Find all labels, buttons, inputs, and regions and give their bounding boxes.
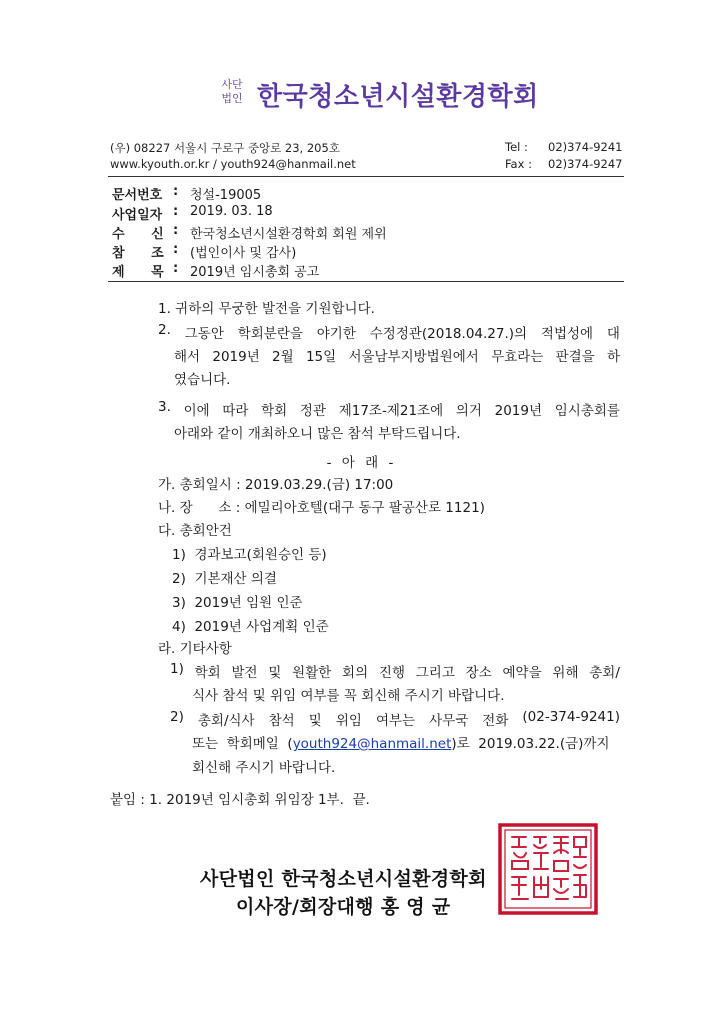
word: 적법성에 — [540, 326, 594, 342]
doc-no-label: 문서번호 — [112, 188, 163, 203]
agenda-item-4: 4) 2019년 사업계획 인준 — [172, 619, 329, 635]
fax-value: 02)374-9247 — [548, 157, 623, 171]
word: 위해 — [552, 665, 579, 681]
word: 그동안 — [184, 326, 224, 342]
paragraph-3-line-1 — [158, 399, 620, 419]
word: 참석 — [268, 713, 295, 729]
reference: (법인이사 및 감사) — [190, 246, 297, 261]
tel-label: Tel : — [505, 140, 528, 154]
word: 해서 — [174, 349, 201, 365]
word: 원활한 — [292, 665, 332, 681]
attachment-note: 붙임 : 1. 2019년 임시총회 위임장 1부. 끝. — [110, 792, 370, 808]
signature-org: 사단법인 한국청소년시설환경학회 — [200, 868, 487, 890]
corp-type-line2: 법인 — [221, 92, 243, 105]
org-title: 한국청소년시설환경학회 — [257, 82, 539, 112]
word: 총회/식사 — [197, 713, 255, 729]
ra-2-line-1 — [170, 709, 620, 729]
header-rule — [108, 176, 624, 177]
corp-type-label — [219, 78, 245, 106]
agenda-item-3: 3) 2019년 임원 인준 — [172, 595, 303, 611]
word: 2월 — [272, 349, 294, 365]
word: 그리고 — [415, 665, 455, 681]
agenda-item-2: 2) 기본재산 의결 — [172, 571, 277, 587]
word: 총회/ — [589, 665, 620, 681]
word: 사무국 — [429, 713, 469, 729]
ra-1-line-2: 식사 참석 및 위임 여부를 꼭 회신해 주시기 바랍니다. — [192, 688, 505, 704]
word: 및 — [308, 713, 322, 729]
official-seal-icon — [498, 823, 598, 915]
word: 정관 — [299, 403, 327, 419]
paragraph-2-line-1 — [158, 322, 620, 342]
word: 학회 — [261, 403, 288, 419]
corp-type-line1: 사단 — [221, 78, 243, 91]
word: 회의 — [342, 665, 369, 681]
word: 제17조-제21조에 — [338, 403, 444, 419]
word: 및 — [268, 665, 282, 681]
recipient-label: 수 신 — [112, 227, 164, 242]
word: 위임 — [335, 713, 362, 729]
word: 진행 — [378, 665, 405, 681]
word: 여부는 — [375, 713, 416, 729]
doc-no-colon: : — [173, 184, 179, 199]
web-email: www.kyouth.or.kr / youth924@hanmail.net — [110, 157, 356, 171]
item-ra: 라. 기타사항 — [158, 641, 232, 657]
item-ga: 가. 총회일시 : 2019.03.29.(금) 17:00 — [158, 477, 394, 493]
word: 장소 — [465, 665, 492, 681]
word: 무효라는 — [491, 349, 544, 365]
word: 3. — [158, 399, 171, 415]
below-heading: - 아 래 - — [326, 455, 394, 471]
recipient: 한국청소년시설환경학회 회원 제위 — [190, 227, 387, 242]
paragraph-1: 1. 귀하의 무궁한 발전을 기원합니다. — [158, 301, 375, 317]
email-link[interactable]: youth924@hanmail.net — [292, 736, 452, 752]
tel-value: 02)374-9241 — [548, 140, 623, 154]
word: 따라 — [222, 403, 249, 419]
word: 발전 — [231, 665, 258, 681]
doc-date: 2019. 03. 18 — [190, 204, 273, 219]
word: 서울남부지방법원에서 — [348, 349, 479, 365]
word: 임시총회를 — [554, 403, 620, 419]
word: 15일 — [305, 349, 337, 365]
meta-rule — [108, 281, 624, 282]
item-da: 다. 총회안건 — [158, 523, 232, 539]
paragraph-2-line-3: 였습니다. — [174, 372, 231, 388]
subject: 2019년 임시총회 공고 — [190, 265, 320, 280]
word: 의거 — [455, 403, 482, 419]
word: 판결을 — [555, 349, 595, 365]
word: (02-374-9241) — [522, 709, 620, 725]
word: 2) — [170, 709, 184, 725]
word: 전화 — [482, 713, 509, 729]
word: 수정정관(2018.04.27.)의 — [369, 326, 528, 342]
word: 이에 — [183, 403, 210, 419]
address: (우) 08227 서울시 구로구 중앙로 23, 205호 — [110, 141, 340, 155]
item-na: 나. 장 소 : 에밀리아호텔(대구 동구 팔공산로 1121) — [158, 500, 485, 516]
paragraph-3-line-2: 아래와 같이 개최하오니 많은 참석 부탁드립니다. — [174, 426, 461, 442]
paragraph-2-line-2 — [174, 345, 620, 365]
ra-1-line-1 — [170, 661, 620, 681]
word: 1) — [170, 661, 184, 677]
recipient-colon: : — [173, 223, 179, 238]
word: 하 — [606, 349, 620, 365]
ref-colon: : — [173, 242, 179, 257]
word: 학회 — [194, 665, 221, 681]
doc-no: 청설-19005 — [190, 188, 262, 203]
date-label: 사업일자 — [112, 208, 163, 223]
word: 2. — [158, 322, 171, 338]
word: 2019년 — [212, 349, 260, 365]
ra-2-line-2: 또는 학회메일 (youth924@hanmail.net)로 2019.03.22.(금)까지 — [192, 736, 610, 752]
word: 야기한 — [316, 326, 356, 342]
fax-label: Fax : — [505, 157, 532, 171]
subject-colon: : — [173, 261, 179, 276]
word: 2019년 — [494, 403, 543, 419]
subject-label: 제 목 — [112, 265, 164, 280]
agenda-item-1: 1) 경과보고(회원승인 등) — [172, 547, 327, 563]
date-colon: : — [173, 204, 179, 219]
word: 학회분란을 — [237, 326, 303, 342]
ref-label: 참 조 — [112, 246, 164, 261]
signature-name: 이사장/회장대행 홍 영 균 — [236, 896, 451, 918]
word: 예약을 — [502, 665, 542, 681]
ra-2-line-3: 회신해 주시기 바랍니다. — [192, 760, 336, 776]
word: 대 — [606, 326, 620, 342]
